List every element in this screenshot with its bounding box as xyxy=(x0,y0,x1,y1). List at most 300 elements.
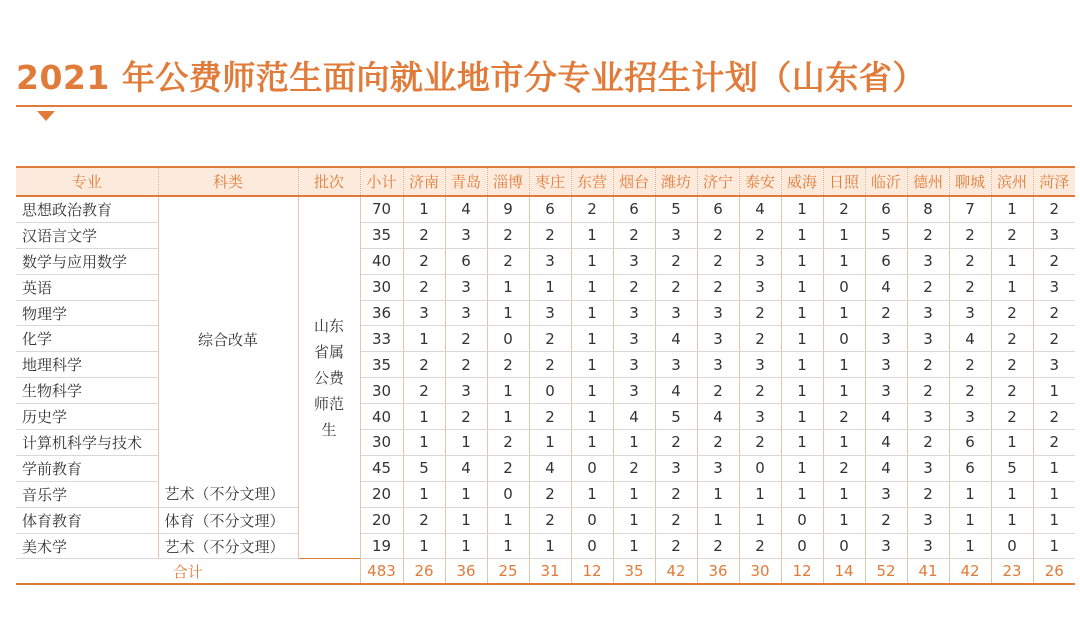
city-count-cell: 2 xyxy=(403,378,445,404)
city-count-cell: 2 xyxy=(991,352,1033,378)
city-count-cell: 3 xyxy=(907,455,949,481)
city-count-cell: 2 xyxy=(1033,326,1075,352)
header-city: 烟台 xyxy=(613,167,655,196)
page-title: 2021 年公费师范生面向就业地市分专业招生计划（山东省） xyxy=(16,58,926,97)
city-count-cell: 1 xyxy=(949,507,991,533)
city-count-cell: 2 xyxy=(697,378,739,404)
city-count-cell: 2 xyxy=(697,248,739,274)
city-count-cell: 1 xyxy=(487,533,529,559)
header-city: 淄博 xyxy=(487,167,529,196)
city-count-cell: 6 xyxy=(445,248,487,274)
city-count-cell: 3 xyxy=(907,326,949,352)
city-count-cell: 2 xyxy=(529,222,571,248)
city-count-cell: 2 xyxy=(739,222,781,248)
total-city-cell: 26 xyxy=(403,559,445,585)
city-count-cell: 3 xyxy=(865,326,907,352)
city-count-cell: 2 xyxy=(487,455,529,481)
total-city-cell: 36 xyxy=(445,559,487,585)
city-count-cell: 1 xyxy=(949,533,991,559)
city-count-cell: 1 xyxy=(403,196,445,222)
header-city: 临沂 xyxy=(865,167,907,196)
category-cell: 综合改革 xyxy=(158,196,298,481)
city-count-cell: 0 xyxy=(781,507,823,533)
city-count-cell: 1 xyxy=(781,222,823,248)
city-count-cell: 3 xyxy=(613,326,655,352)
total-row xyxy=(16,559,1075,585)
total-city-cell: 30 xyxy=(739,559,781,585)
major-cell: 汉语言文学 xyxy=(16,222,158,248)
city-count-cell: 1 xyxy=(739,481,781,507)
city-count-cell: 2 xyxy=(403,222,445,248)
city-count-cell: 2 xyxy=(949,222,991,248)
city-count-cell: 2 xyxy=(1033,300,1075,326)
city-count-cell: 1 xyxy=(487,274,529,300)
total-city-cell: 14 xyxy=(823,559,865,585)
city-count-cell: 3 xyxy=(907,507,949,533)
city-count-cell: 1 xyxy=(1033,507,1075,533)
city-count-cell: 1 xyxy=(781,326,823,352)
city-count-cell: 2 xyxy=(739,430,781,456)
city-count-cell: 1 xyxy=(487,507,529,533)
city-count-cell: 3 xyxy=(445,300,487,326)
major-cell: 数学与应用数学 xyxy=(16,248,158,274)
city-count-cell: 3 xyxy=(907,533,949,559)
city-count-cell: 7 xyxy=(949,196,991,222)
header-city: 聊城 xyxy=(949,167,991,196)
city-count-cell: 1 xyxy=(823,222,865,248)
city-count-cell: 3 xyxy=(697,300,739,326)
subtotal-cell: 19 xyxy=(360,533,403,559)
city-count-cell: 1 xyxy=(949,481,991,507)
city-count-cell: 2 xyxy=(907,378,949,404)
city-count-cell: 3 xyxy=(655,352,697,378)
header-city: 菏泽 xyxy=(1033,167,1075,196)
city-count-cell: 1 xyxy=(991,481,1033,507)
city-count-cell: 3 xyxy=(697,326,739,352)
city-count-cell: 1 xyxy=(781,481,823,507)
header-subtotal: 小计 xyxy=(360,167,403,196)
table-header-row xyxy=(16,167,1075,196)
city-count-cell: 9 xyxy=(487,196,529,222)
city-count-cell: 2 xyxy=(991,404,1033,430)
subtotal-cell: 30 xyxy=(360,378,403,404)
city-count-cell: 3 xyxy=(445,378,487,404)
city-count-cell: 1 xyxy=(781,196,823,222)
city-count-cell: 2 xyxy=(907,352,949,378)
city-count-cell: 5 xyxy=(655,404,697,430)
category-cell: 体育（不分文理） xyxy=(158,507,298,533)
subtotal-cell: 35 xyxy=(360,352,403,378)
city-count-cell: 1 xyxy=(991,196,1033,222)
city-count-cell: 2 xyxy=(529,326,571,352)
subtotal-cell: 40 xyxy=(360,404,403,430)
city-count-cell: 0 xyxy=(487,326,529,352)
city-count-cell: 1 xyxy=(697,507,739,533)
city-count-cell: 1 xyxy=(613,481,655,507)
city-count-cell: 3 xyxy=(739,404,781,430)
city-count-cell: 1 xyxy=(403,404,445,430)
city-count-cell: 5 xyxy=(991,455,1033,481)
city-count-cell: 4 xyxy=(739,196,781,222)
city-count-cell: 1 xyxy=(487,300,529,326)
table-row xyxy=(16,196,1075,222)
subtotal-cell: 36 xyxy=(360,300,403,326)
city-count-cell: 2 xyxy=(697,222,739,248)
city-count-cell: 2 xyxy=(739,300,781,326)
city-count-cell: 3 xyxy=(445,222,487,248)
table-body xyxy=(16,196,1075,584)
header-city: 滨州 xyxy=(991,167,1033,196)
city-count-cell: 6 xyxy=(949,455,991,481)
city-count-cell: 1 xyxy=(781,455,823,481)
city-count-cell: 4 xyxy=(445,455,487,481)
city-count-cell: 2 xyxy=(655,248,697,274)
city-count-cell: 3 xyxy=(907,248,949,274)
city-count-cell: 4 xyxy=(655,378,697,404)
city-count-cell: 4 xyxy=(865,455,907,481)
city-count-cell: 1 xyxy=(613,507,655,533)
city-count-cell: 1 xyxy=(403,326,445,352)
city-count-cell: 2 xyxy=(655,430,697,456)
city-count-cell: 6 xyxy=(865,196,907,222)
city-count-cell: 3 xyxy=(655,222,697,248)
header-city: 济宁 xyxy=(697,167,739,196)
major-cell: 物理学 xyxy=(16,300,158,326)
city-count-cell: 4 xyxy=(655,326,697,352)
city-count-cell: 1 xyxy=(571,222,613,248)
city-count-cell: 2 xyxy=(655,533,697,559)
city-count-cell: 2 xyxy=(991,300,1033,326)
city-count-cell: 2 xyxy=(613,274,655,300)
city-count-cell: 1 xyxy=(781,274,823,300)
city-count-cell: 0 xyxy=(991,533,1033,559)
city-count-cell: 3 xyxy=(613,352,655,378)
city-count-cell: 1 xyxy=(571,378,613,404)
city-count-cell: 6 xyxy=(949,430,991,456)
major-cell: 音乐学 xyxy=(16,481,158,507)
city-count-cell: 3 xyxy=(1033,222,1075,248)
city-count-cell: 2 xyxy=(697,533,739,559)
city-count-cell: 2 xyxy=(697,430,739,456)
city-count-cell: 2 xyxy=(823,404,865,430)
batch-cell xyxy=(298,196,360,559)
city-count-cell: 1 xyxy=(487,378,529,404)
city-count-cell: 2 xyxy=(907,222,949,248)
major-cell: 思想政治教育 xyxy=(16,196,158,222)
header-city: 泰安 xyxy=(739,167,781,196)
title-divider xyxy=(16,105,1072,107)
city-count-cell: 1 xyxy=(823,481,865,507)
total-city-cell: 31 xyxy=(529,559,571,585)
city-count-cell: 1 xyxy=(571,326,613,352)
category-cell: 艺术（不分文理） xyxy=(158,533,298,559)
city-count-cell: 0 xyxy=(571,533,613,559)
city-count-cell: 1 xyxy=(823,507,865,533)
city-count-cell: 1 xyxy=(1033,481,1075,507)
city-count-cell: 4 xyxy=(697,404,739,430)
batch-label: 山东省属公费师范生 xyxy=(313,316,344,439)
city-count-cell: 0 xyxy=(529,378,571,404)
city-count-cell: 2 xyxy=(487,248,529,274)
city-count-cell: 2 xyxy=(445,404,487,430)
subtotal-cell: 33 xyxy=(360,326,403,352)
city-count-cell: 3 xyxy=(613,300,655,326)
city-count-cell: 6 xyxy=(865,248,907,274)
total-city-cell: 42 xyxy=(655,559,697,585)
city-count-cell: 3 xyxy=(1033,274,1075,300)
city-count-cell: 0 xyxy=(781,533,823,559)
city-count-cell: 2 xyxy=(865,507,907,533)
city-count-cell: 5 xyxy=(865,222,907,248)
city-count-cell: 2 xyxy=(487,430,529,456)
city-count-cell: 5 xyxy=(655,196,697,222)
city-count-cell: 1 xyxy=(823,352,865,378)
city-count-cell: 6 xyxy=(613,196,655,222)
city-count-cell: 4 xyxy=(865,274,907,300)
city-count-cell: 2 xyxy=(907,274,949,300)
city-count-cell: 1 xyxy=(823,430,865,456)
subtotal-cell: 40 xyxy=(360,248,403,274)
header-batch: 批次 xyxy=(298,167,360,196)
city-count-cell: 3 xyxy=(865,533,907,559)
subtotal-cell: 20 xyxy=(360,507,403,533)
header-city: 日照 xyxy=(823,167,865,196)
city-count-cell: 3 xyxy=(403,300,445,326)
city-count-cell: 0 xyxy=(823,274,865,300)
city-count-cell: 2 xyxy=(529,507,571,533)
city-count-cell: 2 xyxy=(907,481,949,507)
city-count-cell: 1 xyxy=(781,352,823,378)
city-count-cell: 1 xyxy=(445,481,487,507)
city-count-cell: 2 xyxy=(571,196,613,222)
header-city: 东营 xyxy=(571,167,613,196)
total-city-cell: 35 xyxy=(613,559,655,585)
triangle-down-icon xyxy=(37,111,55,121)
city-count-cell: 5 xyxy=(403,455,445,481)
city-count-cell: 1 xyxy=(571,300,613,326)
header-city: 潍坊 xyxy=(655,167,697,196)
city-count-cell: 2 xyxy=(655,274,697,300)
city-count-cell: 3 xyxy=(739,274,781,300)
city-count-cell: 2 xyxy=(823,196,865,222)
subtotal-cell: 30 xyxy=(360,274,403,300)
city-count-cell: 1 xyxy=(403,533,445,559)
major-cell: 生物科学 xyxy=(16,378,158,404)
city-count-cell: 2 xyxy=(655,507,697,533)
city-count-cell: 1 xyxy=(991,430,1033,456)
city-count-cell: 3 xyxy=(613,378,655,404)
total-city-cell: 41 xyxy=(907,559,949,585)
city-count-cell: 1 xyxy=(529,430,571,456)
city-count-cell: 3 xyxy=(739,352,781,378)
city-count-cell: 3 xyxy=(655,455,697,481)
total-city-cell: 36 xyxy=(697,559,739,585)
city-count-cell: 2 xyxy=(1033,248,1075,274)
total-city-cell: 52 xyxy=(865,559,907,585)
city-count-cell: 2 xyxy=(487,352,529,378)
city-count-cell: 2 xyxy=(823,455,865,481)
city-count-cell: 3 xyxy=(865,378,907,404)
city-count-cell: 0 xyxy=(571,507,613,533)
major-cell: 历史学 xyxy=(16,404,158,430)
city-count-cell: 1 xyxy=(781,404,823,430)
category-cell: 艺术（不分文理） xyxy=(158,481,298,507)
city-count-cell: 1 xyxy=(445,507,487,533)
city-count-cell: 4 xyxy=(865,430,907,456)
header-major: 专业 xyxy=(16,167,158,196)
major-cell: 化学 xyxy=(16,326,158,352)
city-count-cell: 1 xyxy=(571,248,613,274)
header-city: 青岛 xyxy=(445,167,487,196)
city-count-cell: 1 xyxy=(571,274,613,300)
city-count-cell: 1 xyxy=(823,378,865,404)
header-city: 枣庄 xyxy=(529,167,571,196)
city-count-cell: 2 xyxy=(949,352,991,378)
major-cell: 学前教育 xyxy=(16,455,158,481)
city-count-cell: 1 xyxy=(613,533,655,559)
city-count-cell: 1 xyxy=(697,481,739,507)
city-count-cell: 0 xyxy=(823,326,865,352)
subtotal-cell: 30 xyxy=(360,430,403,456)
city-count-cell: 2 xyxy=(403,274,445,300)
city-count-cell: 1 xyxy=(571,430,613,456)
subtotal-cell: 20 xyxy=(360,481,403,507)
city-count-cell: 0 xyxy=(571,455,613,481)
city-count-cell: 1 xyxy=(571,352,613,378)
city-count-cell: 2 xyxy=(403,507,445,533)
table-row xyxy=(16,481,1075,507)
major-cell: 英语 xyxy=(16,274,158,300)
city-count-cell: 1 xyxy=(445,430,487,456)
major-cell: 地理科学 xyxy=(16,352,158,378)
city-count-cell: 2 xyxy=(613,455,655,481)
city-count-cell: 1 xyxy=(571,481,613,507)
major-cell: 体育教育 xyxy=(16,507,158,533)
total-city-cell: 12 xyxy=(781,559,823,585)
city-count-cell: 2 xyxy=(445,326,487,352)
city-count-cell: 1 xyxy=(613,430,655,456)
total-city-cell: 25 xyxy=(487,559,529,585)
city-count-cell: 3 xyxy=(529,300,571,326)
city-count-cell: 2 xyxy=(907,430,949,456)
city-count-cell: 1 xyxy=(823,300,865,326)
city-count-cell: 1 xyxy=(529,274,571,300)
subtotal-cell: 35 xyxy=(360,222,403,248)
city-count-cell: 6 xyxy=(529,196,571,222)
city-count-cell: 2 xyxy=(1033,196,1075,222)
table-row xyxy=(16,533,1075,559)
city-count-cell: 1 xyxy=(781,248,823,274)
major-cell: 计算机科学与技术 xyxy=(16,430,158,456)
city-count-cell: 2 xyxy=(991,378,1033,404)
city-count-cell: 3 xyxy=(655,300,697,326)
city-count-cell: 1 xyxy=(1033,378,1075,404)
city-count-cell: 1 xyxy=(571,404,613,430)
city-count-cell: 2 xyxy=(949,248,991,274)
header-city: 济南 xyxy=(403,167,445,196)
header-city: 威海 xyxy=(781,167,823,196)
city-count-cell: 1 xyxy=(403,430,445,456)
city-count-cell: 2 xyxy=(1033,404,1075,430)
city-count-cell: 3 xyxy=(949,404,991,430)
city-count-cell: 1 xyxy=(403,481,445,507)
city-count-cell: 2 xyxy=(739,326,781,352)
city-count-cell: 1 xyxy=(487,404,529,430)
subtotal-cell: 45 xyxy=(360,455,403,481)
total-subtotal-cell: 483 xyxy=(360,559,403,585)
city-count-cell: 2 xyxy=(1033,430,1075,456)
total-city-cell: 12 xyxy=(571,559,613,585)
header-city: 德州 xyxy=(907,167,949,196)
city-count-cell: 0 xyxy=(487,481,529,507)
city-count-cell: 1 xyxy=(445,533,487,559)
city-count-cell: 3 xyxy=(907,300,949,326)
city-count-cell: 1 xyxy=(781,430,823,456)
city-count-cell: 3 xyxy=(865,352,907,378)
city-count-cell: 2 xyxy=(403,352,445,378)
city-count-cell: 4 xyxy=(613,404,655,430)
city-count-cell: 2 xyxy=(445,352,487,378)
city-count-cell: 0 xyxy=(739,455,781,481)
total-city-cell: 42 xyxy=(949,559,991,585)
table-row xyxy=(16,507,1075,533)
city-count-cell: 2 xyxy=(949,378,991,404)
city-count-cell: 3 xyxy=(697,352,739,378)
city-count-cell: 2 xyxy=(487,222,529,248)
city-count-cell: 1 xyxy=(991,274,1033,300)
city-count-cell: 3 xyxy=(613,248,655,274)
city-count-cell: 0 xyxy=(823,533,865,559)
city-count-cell: 2 xyxy=(865,300,907,326)
city-count-cell: 1 xyxy=(1033,455,1075,481)
city-count-cell: 3 xyxy=(445,274,487,300)
city-count-cell: 4 xyxy=(445,196,487,222)
enrollment-plan-table xyxy=(16,166,1075,585)
city-count-cell: 3 xyxy=(949,300,991,326)
city-count-cell: 2 xyxy=(529,481,571,507)
city-count-cell: 4 xyxy=(865,404,907,430)
city-count-cell: 1 xyxy=(739,507,781,533)
city-count-cell: 1 xyxy=(1033,533,1075,559)
total-city-cell: 26 xyxy=(1033,559,1075,585)
city-count-cell: 2 xyxy=(739,533,781,559)
city-count-cell: 3 xyxy=(865,481,907,507)
city-count-cell: 6 xyxy=(697,196,739,222)
header-category: 科类 xyxy=(158,167,298,196)
city-count-cell: 2 xyxy=(403,248,445,274)
city-count-cell: 2 xyxy=(991,222,1033,248)
total-city-cell: 23 xyxy=(991,559,1033,585)
total-label: 合计 xyxy=(16,559,360,585)
city-count-cell: 3 xyxy=(907,404,949,430)
city-count-cell: 2 xyxy=(529,352,571,378)
city-count-cell: 2 xyxy=(949,274,991,300)
city-count-cell: 1 xyxy=(991,507,1033,533)
city-count-cell: 8 xyxy=(907,196,949,222)
city-count-cell: 1 xyxy=(781,300,823,326)
city-count-cell: 1 xyxy=(781,378,823,404)
city-count-cell: 1 xyxy=(823,248,865,274)
city-count-cell: 4 xyxy=(529,455,571,481)
city-count-cell: 3 xyxy=(529,248,571,274)
city-count-cell: 3 xyxy=(739,248,781,274)
city-count-cell: 2 xyxy=(697,274,739,300)
city-count-cell: 2 xyxy=(991,326,1033,352)
subtotal-cell: 70 xyxy=(360,196,403,222)
city-count-cell: 1 xyxy=(991,248,1033,274)
city-count-cell: 3 xyxy=(697,455,739,481)
city-count-cell: 2 xyxy=(529,404,571,430)
